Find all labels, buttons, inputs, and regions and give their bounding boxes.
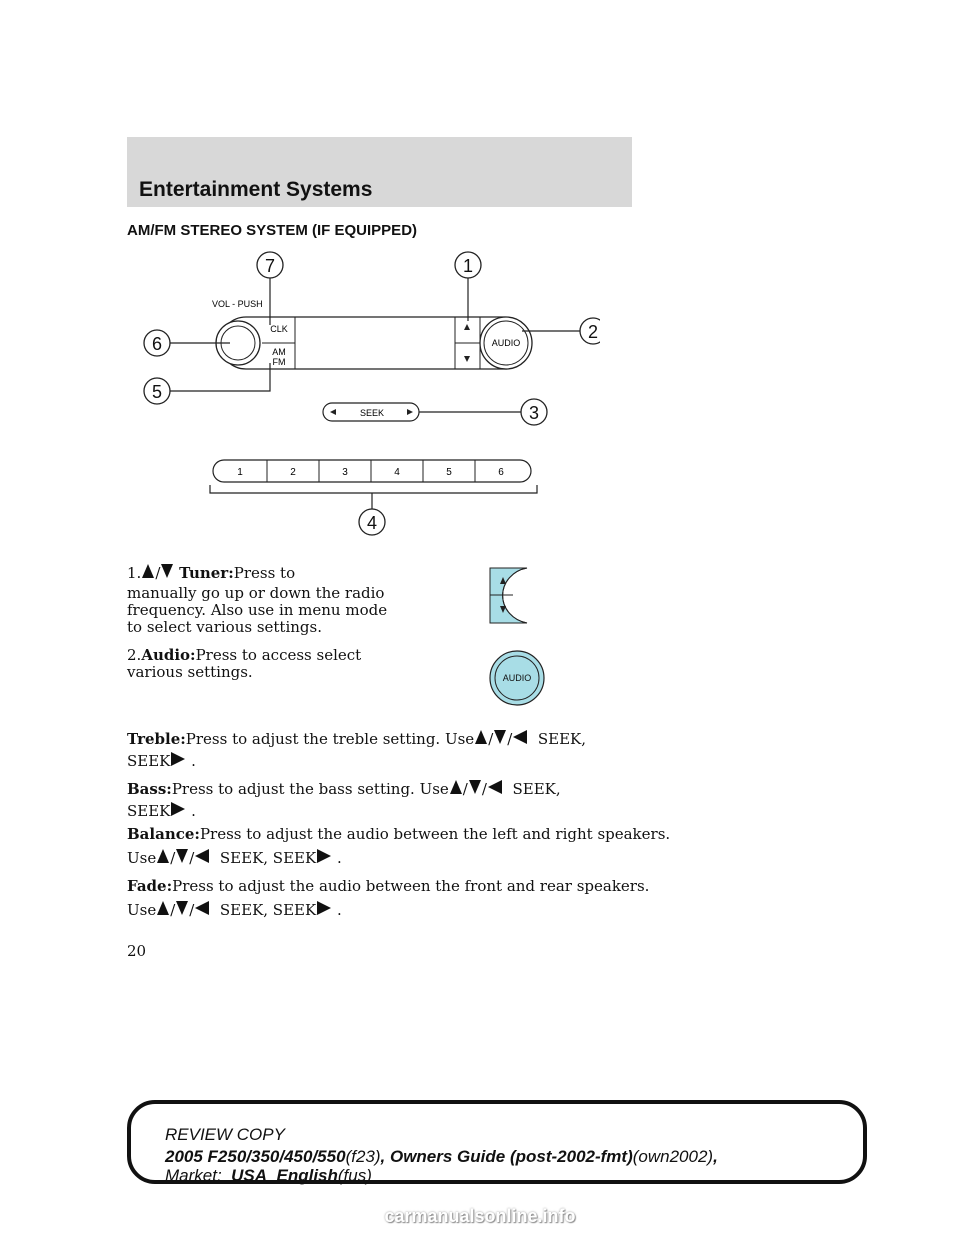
- preset-1: 1: [237, 467, 243, 478]
- review-line-3: Market: USA_English(fus): [165, 1166, 372, 1185]
- right-arrow-icon: [170, 751, 186, 767]
- treble-line-1: Treble:Press to adjust the treble setting. Use / / SEEK,: [127, 730, 587, 748]
- callout-7: 7: [264, 256, 276, 276]
- preset-2: 2: [290, 467, 296, 478]
- section-title: AM/FM STEREO SYSTEM (IF EQUIPPED): [127, 222, 418, 239]
- balance-line-1: Balance:Press to adjust the audio between the left and right speakers.: [127, 825, 671, 843]
- up-arrow-icon: [474, 729, 488, 745]
- tuner-line-2: manually go up or down the radio: [127, 584, 385, 602]
- callout-5: 5: [151, 382, 163, 402]
- preset-5: 5: [446, 467, 452, 478]
- callout-1: 1: [462, 256, 474, 276]
- seek-left-icon: [330, 409, 336, 415]
- up-arrow-icon: [156, 848, 170, 864]
- callout-3: 3: [528, 403, 540, 423]
- review-line-1: REVIEW COPY: [165, 1125, 285, 1144]
- down-arrow-icon: [468, 779, 482, 795]
- up-arrow-icon: [449, 779, 463, 795]
- bass-line-1: Bass:Press to adjust the bass setting. Use / / SEEK,: [127, 780, 561, 798]
- preset-4: 4: [394, 467, 400, 478]
- right-arrow-icon: [316, 900, 332, 916]
- left-arrow-icon: [194, 900, 210, 916]
- tuner-line-4: to select various settings.: [127, 618, 322, 636]
- left-arrow-icon: [487, 779, 503, 795]
- left-arrow-icon: [194, 848, 210, 864]
- tune-up-icon: [464, 324, 470, 330]
- audio-label: AUDIO: [491, 338, 521, 348]
- down-arrow-icon: [493, 729, 507, 745]
- radio-diagram: [130, 245, 600, 545]
- audio-button-illustration: [489, 650, 545, 706]
- tuner-line-1: 1. / Tuner:Press to: [127, 564, 296, 582]
- fm-label: FM: [272, 357, 286, 367]
- preset-6: 6: [498, 467, 504, 478]
- preset-3: 3: [342, 467, 348, 478]
- audio-line-1: 2.Audio:Press to access select: [127, 646, 362, 664]
- down-arrow-icon: [175, 848, 189, 864]
- am-label: AM: [272, 347, 286, 357]
- treble-line-2: SEEK .: [127, 752, 196, 770]
- watermark: carmanualsonline.info: [384, 1206, 576, 1226]
- seek-label: SEEK: [359, 408, 385, 418]
- svg-text:AUDIO: AUDIO: [502, 673, 532, 683]
- fade-line-2: Use / / SEEK, SEEK .: [127, 901, 342, 919]
- left-arrow-icon: [512, 729, 528, 745]
- up-arrow-icon: [141, 563, 155, 579]
- page-number: 20: [127, 942, 147, 960]
- tuner-line-3: frequency. Also use in menu mode: [127, 601, 388, 619]
- bass-line-2: SEEK .: [127, 802, 196, 820]
- review-line-2: 2005 F250/350/450/550(f23), Owners Guide (post-2002-fmt)(own2002),: [165, 1147, 718, 1166]
- preset-bar: [213, 460, 531, 482]
- callout-2: 2: [587, 322, 599, 342]
- tuner-button-illustration: [489, 567, 549, 625]
- balance-line-2: Use / / SEEK, SEEK .: [127, 849, 342, 867]
- callout-4: 4: [366, 513, 378, 533]
- callout-6: 6: [151, 334, 163, 354]
- tune-down-icon: [464, 356, 470, 362]
- down-arrow-icon: [160, 563, 174, 579]
- audio-line-2: various settings.: [127, 663, 253, 681]
- right-arrow-icon: [170, 801, 186, 817]
- vol-push-label: VOL - PUSH: [212, 299, 263, 309]
- right-arrow-icon: [316, 848, 332, 864]
- up-arrow-icon: [156, 900, 170, 916]
- seek-right-icon: [407, 409, 413, 415]
- fade-line-1: Fade:Press to adjust the audio between the front and rear speakers.: [127, 877, 650, 895]
- page-title: Entertainment Systems: [139, 178, 373, 201]
- clk-label: CLK: [270, 324, 288, 334]
- down-arrow-icon: [175, 900, 189, 916]
